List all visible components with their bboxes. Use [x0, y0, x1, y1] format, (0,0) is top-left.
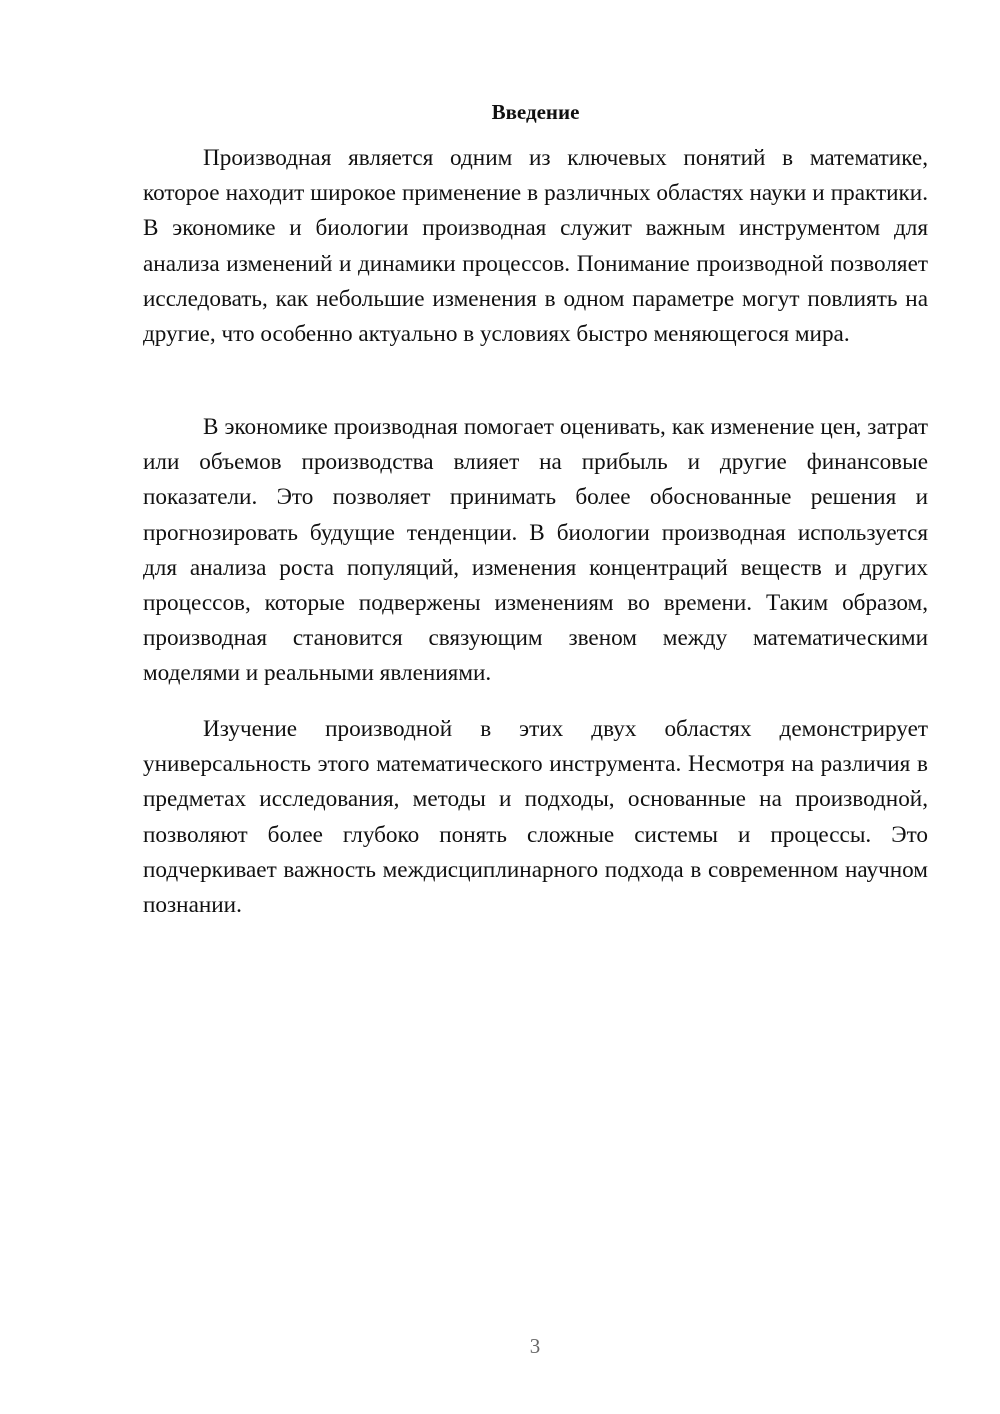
paragraph-intro: Производная является одним из ключевых понятий в математике, которое находит широкое применение в различных областях науки и практики. В экономике и биологии производная служит важным инструментом для анализа изменений и динамики процессов. Понимание производной позволяет исследовать, как небольшие изменения в одном параметре могут повлиять на другие, что особенно актуально в условиях быстро меняющегося мира. — [143, 145, 928, 348]
paragraph-conclusion: Изучение производной в этих двух областях демонстрирует универсальность этого математического инструмента. Несмотря на различия в предметах исследования, методы и подходы, основанные на производной, позволяют более глубоко понять сложные системы и процессы. Это подчеркивает важность междисциплинарного подхода в современном научном познании. — [143, 716, 928, 919]
page-number: 3 — [529, 1334, 541, 1358]
paragraph-economics-biology: В экономике производная помогает оценивать, как изменение цен, затрат или объемов производства влияет на прибыль и другие финансовые показатели. Это позволяет принимать более обоснованные решения и прогнозировать будущие тенденции. В биологии производная используется для анализа роста популяций, изменения концентраций веществ и других процессов, которые подвержены изменениям во времени. Таким образом, производная становится связующим звеном между математическими моделями и реальными явлениями. — [143, 414, 928, 687]
section-title: Введение — [491, 100, 580, 124]
